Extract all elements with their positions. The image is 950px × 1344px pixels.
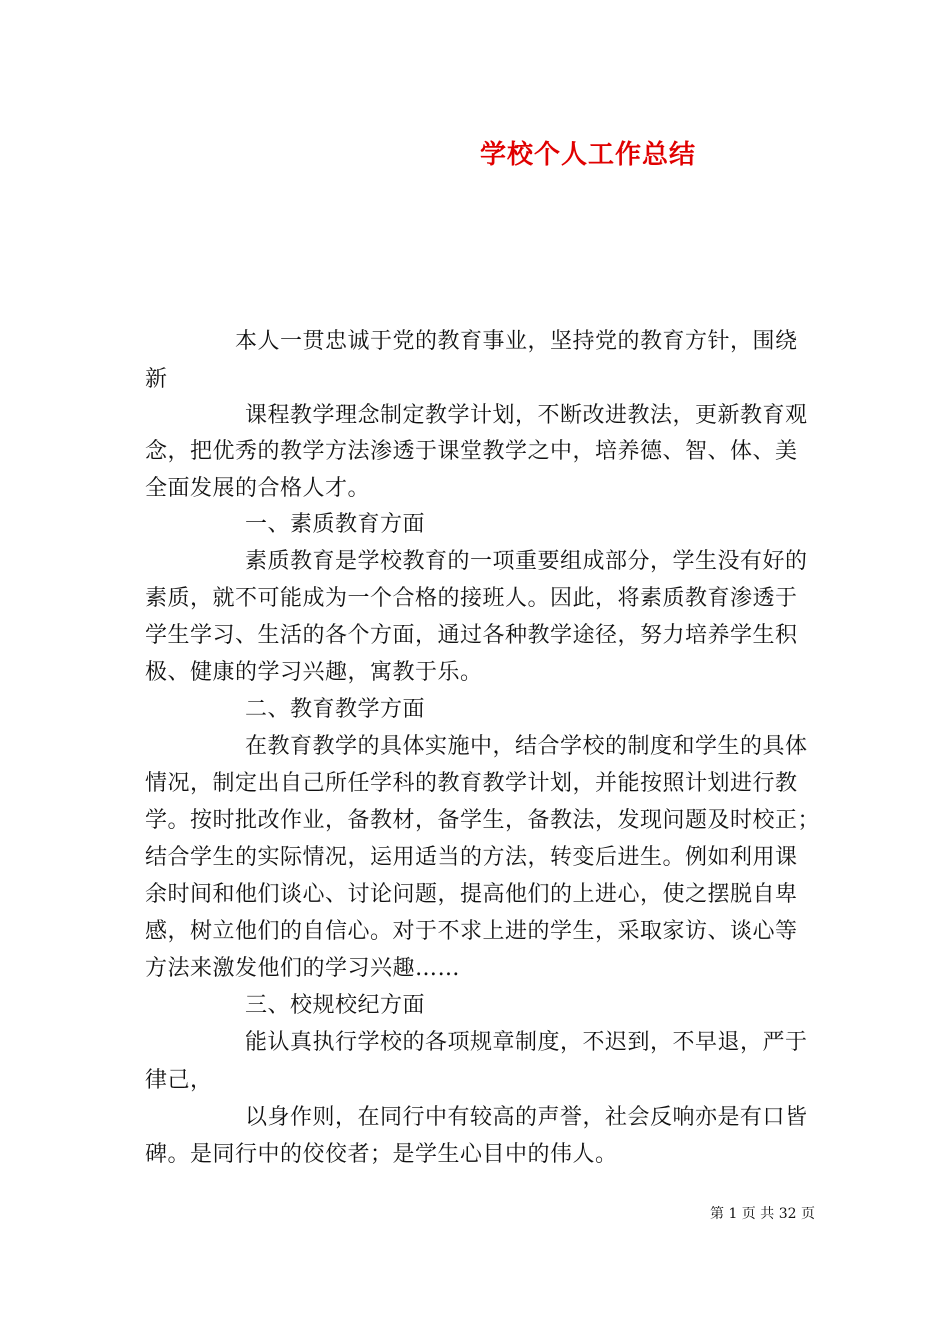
paragraph-line: 极、健康的学习兴趣，寓教于乐。 — [145, 660, 483, 685]
paragraph-line: 在教育教学的具体实施中，结合学校的制度和学生的具体 — [245, 734, 808, 759]
paragraph-line: 全面发展的合格人才。 — [145, 476, 371, 501]
paragraph-line: 课程教学理念制定教学计划，不断改进教法，更新教育观 — [245, 403, 808, 428]
paragraph-line: 方法来激发他们的学习兴趣…… — [145, 956, 461, 981]
paragraph-line: 律己， — [145, 1068, 213, 1093]
section-heading: 三、校规校纪方面 — [245, 993, 426, 1018]
paragraph-line: 能认真执行学校的各项规章制度，不迟到，不早退，严于 — [245, 1030, 808, 1055]
paragraph-line: 感，树立他们的自信心。对于不求上进的学生，采取家访、谈心等 — [145, 919, 798, 944]
section-heading: 一、素质教育方面 — [245, 512, 426, 537]
page-title: 学校个人工作总结 — [479, 140, 696, 170]
paragraph-line: 新 — [145, 367, 168, 392]
paragraph-line: 以身作则，在同行中有较高的声誉，社会反响亦是有口皆 — [245, 1105, 808, 1130]
paragraph-line: 情况，制定出自己所任学科的教育教学计划，并能按照计划进行教 — [145, 771, 798, 796]
paragraph-line: 碑。是同行中的佼佼者；是学生心目中的伟人。 — [145, 1142, 618, 1167]
paragraph-line: 学。按时批改作业，备教材，备学生，备教法，发现问题及时校正； — [145, 808, 821, 833]
paragraph-line: 学生学习、生活的各个方面，通过各种教学途径，努力培养学生积 — [145, 623, 798, 648]
page-number: 第 1 页 共 32 页 — [710, 1206, 815, 1222]
paragraph-line: 余时间和他们谈心、讨论问题，提高他们的上进心，使之摆脱自卑 — [145, 882, 798, 907]
paragraph-line: 素质，就不可能成为一个合格的接班人。因此，将素质教育渗透于 — [145, 586, 798, 611]
paragraph-line: 念，把优秀的教学方法渗透于课堂教学之中，培养德、智、体、美 — [145, 439, 798, 464]
section-heading: 二、教育教学方面 — [245, 697, 426, 722]
paragraph-line: 结合学生的实际情况，运用适当的方法，转变后进生。例如利用课 — [145, 845, 798, 870]
paragraph-line: 素质教育是学校教育的一项重要组成部分，学生没有好的 — [245, 549, 808, 574]
paragraph-line: 本人一贯忠诚于党的教育事业，坚持党的教育方针，围绕 — [235, 329, 798, 354]
